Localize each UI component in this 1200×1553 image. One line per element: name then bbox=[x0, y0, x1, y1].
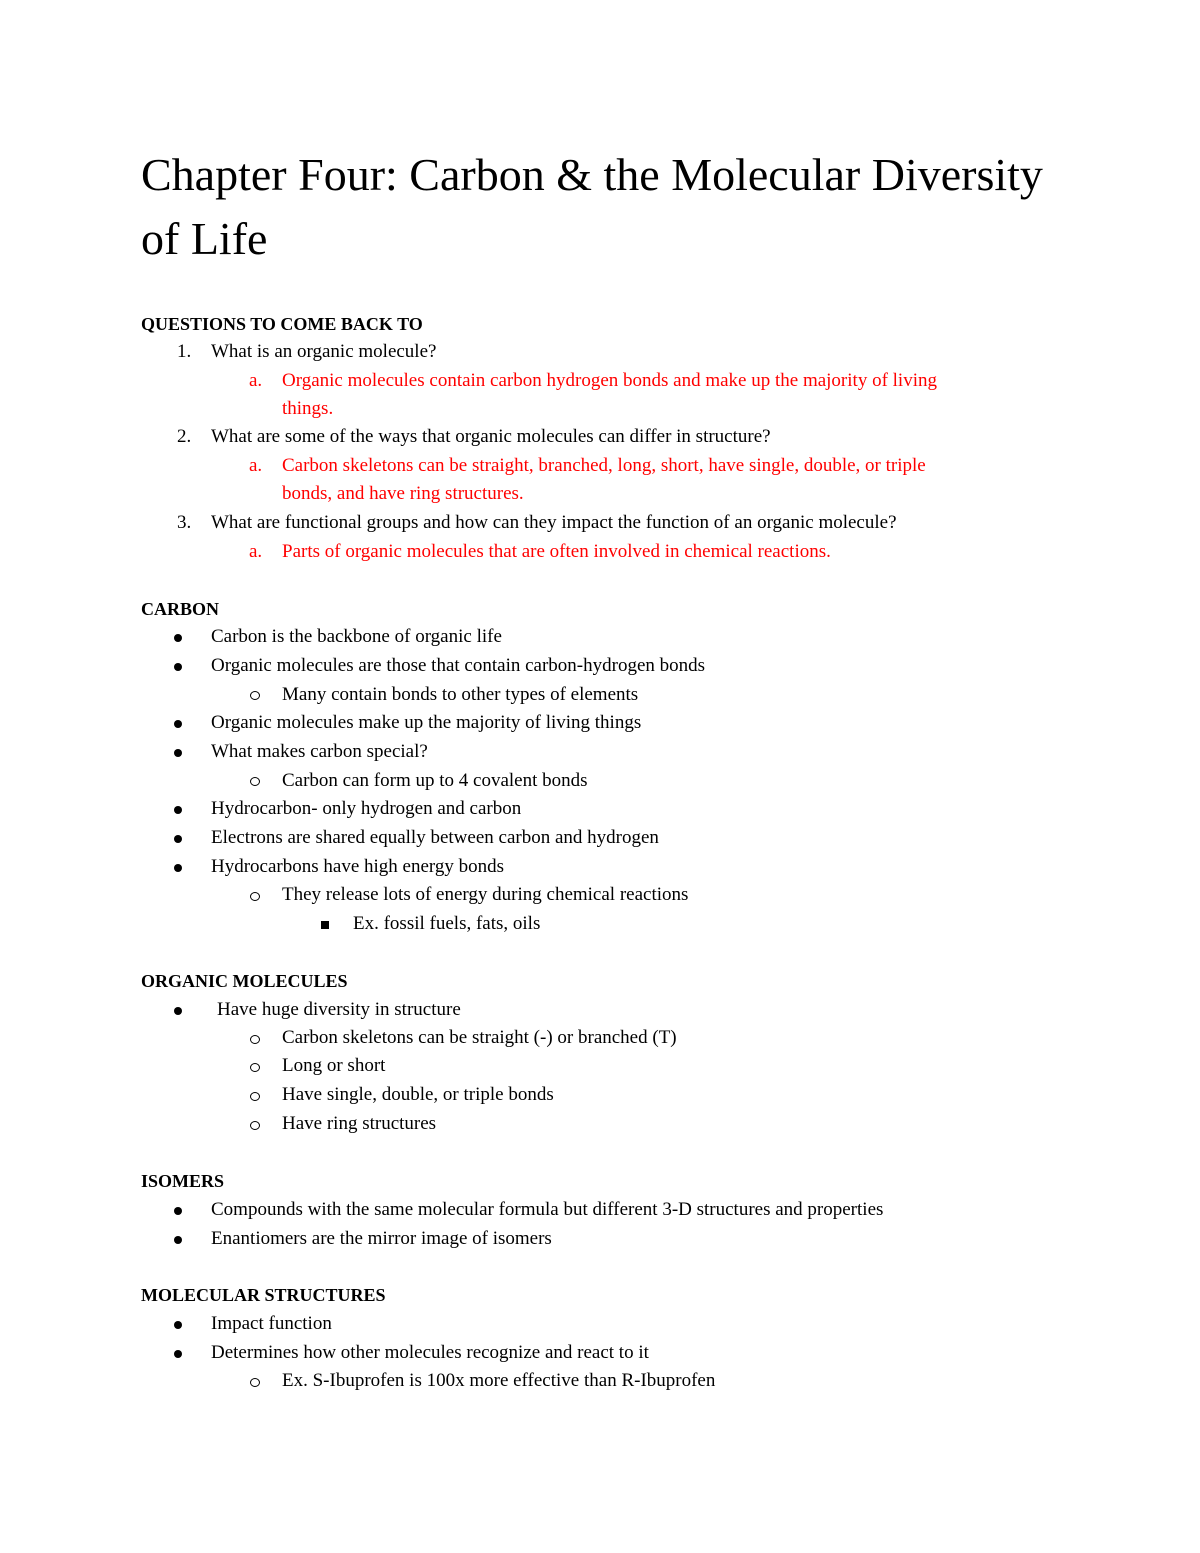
list-item: Organic molecules are those that contain carbon-hydrogen bonds bbox=[211, 655, 706, 676]
section-heading-questions: QUESTIONS TO COME BACK TO bbox=[141, 314, 423, 334]
list-item: Many contain bonds to other types of elements bbox=[282, 684, 639, 705]
bullet-icon bbox=[174, 749, 182, 757]
answer-letter: a. bbox=[249, 370, 263, 391]
list-item: They release lots of energy during chemical reactions bbox=[282, 884, 689, 905]
square-bullet-icon bbox=[321, 921, 329, 929]
bullet-icon bbox=[174, 1207, 182, 1215]
list-number: 1. bbox=[177, 341, 192, 362]
hollow-bullet-icon bbox=[250, 1035, 260, 1044]
list-item: Long or short bbox=[282, 1055, 386, 1076]
section-heading-carbon: CARBON bbox=[141, 599, 220, 619]
list-item: Impact function bbox=[211, 1313, 332, 1334]
bullet-icon bbox=[174, 864, 182, 872]
list-number: 2. bbox=[177, 426, 192, 447]
answer-text: bonds, and have ring structures. bbox=[282, 483, 524, 504]
hollow-bullet-icon bbox=[250, 1092, 260, 1101]
question-text: What are some of the ways that organic molecules can differ in structure? bbox=[211, 426, 771, 447]
list-number: 3. bbox=[177, 512, 192, 533]
bullet-icon bbox=[174, 1350, 182, 1358]
bullet-icon bbox=[174, 663, 182, 671]
answer-text: Organic molecules contain carbon hydrogen bonds and make up the majority of living bbox=[282, 370, 937, 391]
list-item: Have huge diversity in structure bbox=[217, 999, 461, 1020]
hollow-bullet-icon bbox=[250, 1378, 260, 1387]
list-item: Organic molecules make up the majority of living things bbox=[211, 712, 642, 733]
bullet-icon bbox=[174, 806, 182, 814]
section-heading-molecular-structures: MOLECULAR STRUCTURES bbox=[141, 1285, 386, 1305]
list-item: Hydrocarbon- only hydrogen and carbon bbox=[211, 798, 522, 819]
list-item: Hydrocarbons have high energy bonds bbox=[211, 856, 505, 877]
list-item: Carbon skeletons can be straight (-) or branched (T) bbox=[282, 1027, 677, 1048]
answer-text: Carbon skeletons can be straight, branched, long, short, have single, double, or triple bbox=[282, 455, 926, 476]
bullet-icon bbox=[174, 1236, 182, 1244]
answer-letter: a. bbox=[249, 541, 263, 562]
question-text: What are functional groups and how can they impact the function of an organic molecule? bbox=[211, 512, 897, 533]
bullet-icon bbox=[174, 634, 182, 642]
hollow-bullet-icon bbox=[250, 1121, 260, 1130]
list-item: Ex. fossil fuels, fats, oils bbox=[353, 913, 541, 934]
list-item: Compounds with the same molecular formula but different 3-D structures and properties bbox=[211, 1199, 884, 1220]
page-title: Chapter Four: Carbon & the Molecular Diversity of Life bbox=[141, 149, 1043, 264]
section-heading-isomers: ISOMERS bbox=[141, 1171, 225, 1191]
list-item: Electrons are shared equally between carbon and hydrogen bbox=[211, 827, 659, 848]
section-heading-organic-molecules: ORGANIC MOLECULES bbox=[141, 971, 348, 991]
hollow-bullet-icon bbox=[250, 691, 260, 700]
answer-text: things. bbox=[282, 398, 334, 419]
list-item: Enantiomers are the mirror image of isomers bbox=[211, 1228, 552, 1249]
answer-letter: a. bbox=[249, 455, 263, 476]
list-item: Determines how other molecules recognize and react to it bbox=[211, 1342, 649, 1363]
hollow-bullet-icon bbox=[250, 777, 260, 786]
bullet-icon bbox=[174, 1321, 182, 1329]
list-item: Have ring structures bbox=[282, 1113, 437, 1134]
list-item: Have single, double, or triple bonds bbox=[282, 1084, 554, 1105]
list-item: What makes carbon special? bbox=[211, 741, 428, 762]
list-item: Carbon is the backbone of organic life bbox=[211, 626, 502, 647]
hollow-bullet-icon bbox=[250, 892, 260, 901]
bullet-icon bbox=[174, 1007, 182, 1015]
bullet-icon bbox=[174, 835, 182, 843]
answer-text: Parts of organic molecules that are often involved in chemical reactions. bbox=[282, 541, 831, 562]
list-item: Ex. S-Ibuprofen is 100x more effective than R-Ibuprofen bbox=[282, 1370, 716, 1391]
list-item: Carbon can form up to 4 covalent bonds bbox=[282, 770, 588, 791]
bullet-icon bbox=[174, 720, 182, 728]
question-text: What is an organic molecule? bbox=[211, 341, 437, 362]
hollow-bullet-icon bbox=[250, 1063, 260, 1072]
